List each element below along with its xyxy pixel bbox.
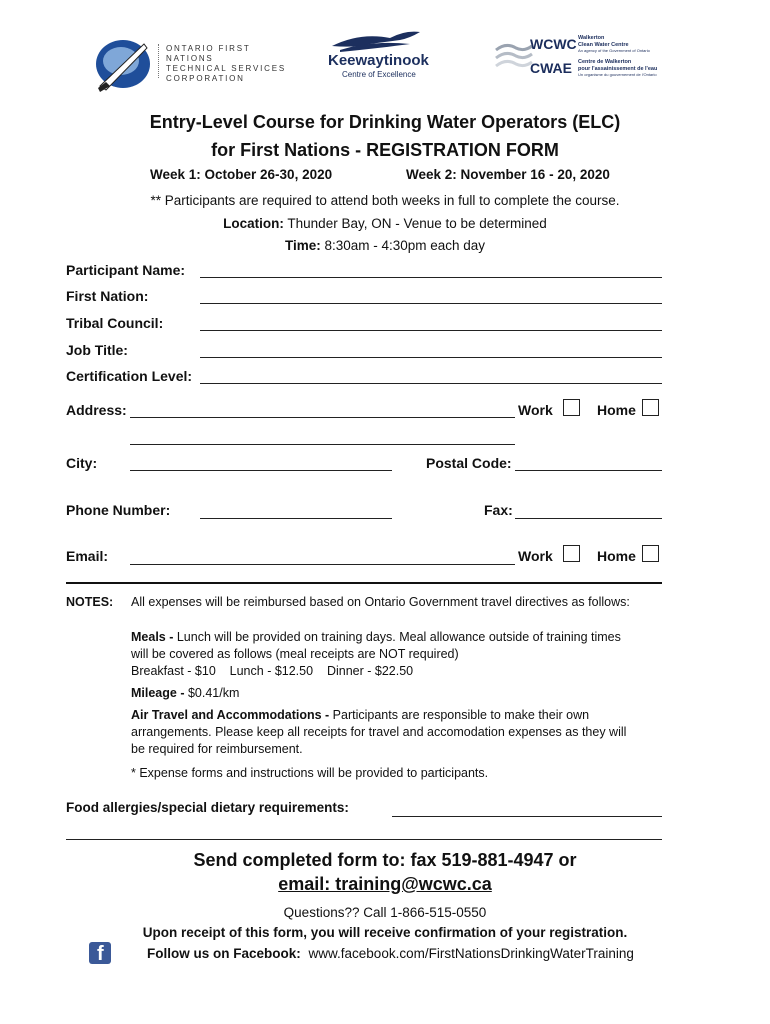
tribal-council-field[interactable] (200, 330, 662, 331)
email-work-label: Work (518, 548, 553, 564)
address-field[interactable] (130, 417, 515, 418)
email-home-label: Home (597, 548, 636, 564)
food-allergies-field[interactable] (392, 816, 662, 817)
notes-meals (131, 629, 671, 680)
facebook-icon[interactable]: f (89, 942, 111, 964)
facebook-line (147, 946, 634, 961)
week-2: Week 2: November 16 - 20, 2020 (406, 167, 610, 182)
email-field[interactable] (130, 564, 515, 565)
keewaytinook-name: Keewaytinook (328, 52, 429, 69)
postal-code-label: Postal Code: (426, 455, 512, 471)
oftsc-line-2: TECHNICAL SERVICES (166, 64, 286, 73)
phone-number-field[interactable] (200, 518, 392, 519)
email-label: Email: (66, 548, 109, 564)
meals-rates: Breakfast - $10 Lunch - $12.50 Dinner - $22.50 (131, 664, 414, 678)
notes-divider (66, 582, 662, 584)
cwae-acronym: CWAE (530, 60, 572, 76)
keewaytinook-sub: Centre of Excellence (342, 70, 416, 79)
oftsc-line-1: ONTARIO FIRST NATIONS (166, 44, 251, 63)
city-label: City: (66, 455, 98, 471)
oftsc-line-3: CORPORATION (166, 74, 245, 83)
air-travel-text-1: Participants are responsible to make their own (332, 708, 590, 722)
postal-code-field[interactable] (515, 470, 662, 471)
air-travel-text-3: be required for reimbursement. (131, 742, 303, 756)
city-field[interactable] (130, 470, 392, 471)
meals-text-2: will be covered as follows (meal receipts are NOT required) (131, 647, 459, 661)
time-label: Time: (284, 238, 321, 253)
address-home-checkbox[interactable] (642, 399, 659, 416)
address-work-label: Work (518, 402, 553, 418)
certification-level-field[interactable] (200, 383, 662, 384)
email-home-checkbox[interactable] (642, 545, 659, 562)
participation-note: ** Participants are required to attend both weeks in full to complete the course. (150, 193, 620, 208)
participant-name-label: Participant Name: (66, 262, 186, 278)
mileage-label: Mileage - (131, 686, 188, 700)
wcwc-logo (494, 34, 664, 82)
notes-mileage (131, 685, 239, 702)
email-work-checkbox[interactable] (563, 545, 580, 562)
wcwc-agency: An agency of the Government of Ontario (578, 48, 650, 53)
certification-level-label: Certification Level: (66, 368, 193, 384)
air-travel-text-2: arrangements. Please keep all receipts for travel and accomodation expenses as they will (131, 725, 627, 739)
cwae-agency: Un organisme du gouvernement de l'Ontario (578, 72, 657, 77)
oftsc-logo (92, 34, 292, 94)
notes-intro: All expenses will be reimbursed based on Ontario Government travel directives as follows: (131, 595, 630, 609)
food-allergies-field-line-2[interactable] (66, 839, 662, 840)
tribal-council-label: Tribal Council: (66, 315, 164, 331)
wcwc-name-2: Clean Water Centre (578, 41, 629, 48)
job-title-field[interactable] (200, 357, 662, 358)
phone-number-label: Phone Number: (66, 502, 171, 518)
form-title-line-2: for First Nations - REGISTRATION FORM (211, 140, 559, 160)
notes-expense-forms: * Expense forms and instructions will be provided to participants. (131, 766, 489, 780)
notes-label: NOTES: (66, 595, 114, 609)
fax-label: Fax: (484, 502, 513, 518)
meals-text-1: Lunch will be provided on training days. Meal allowance outside of training times (176, 630, 621, 644)
wcwc-name-1: Walkerton (578, 35, 605, 41)
cwae-name-1: Centre de Walkerton (578, 59, 632, 65)
fax-field[interactable] (515, 518, 662, 519)
form-title-line-1: Entry-Level Course for Drinking Water Operators (ELC) (149, 112, 621, 132)
location-label: Location: (223, 216, 284, 231)
send-email-link[interactable]: email: training@wcwc.ca (278, 874, 492, 894)
facebook-label: Follow us on Facebook: (147, 946, 301, 961)
mileage-value: $0.41/km (187, 686, 240, 700)
confirmation-line: Upon receipt of this form, you will receive confirmation of your registration. (142, 925, 628, 940)
time-value: 8:30am - 4:30pm each day (320, 238, 486, 253)
facebook-link[interactable]: www.facebook.com/FirstNationsDrinkingWaterTraining (308, 946, 634, 961)
location-line (0, 216, 770, 231)
send-email-wrap (0, 874, 770, 895)
food-allergies-label: Food allergies/special dietary requirements: (66, 800, 349, 815)
wcwc-acronym: WCWC (530, 36, 577, 52)
cwae-name-2: pour l'assainissement de l'eau (578, 65, 658, 72)
keewaytinook-logo (328, 28, 438, 80)
job-title-label: Job Title: (66, 342, 128, 358)
week-1: Week 1: October 26-30, 2020 (150, 167, 333, 182)
location-value: Thunder Bay, ON - Venue to be determined (283, 216, 547, 231)
address-line-2-field[interactable] (130, 444, 515, 445)
oftsc-emblem-icon (92, 34, 154, 94)
first-nation-field[interactable] (200, 303, 662, 304)
address-label: Address: (66, 402, 127, 418)
first-nation-label: First Nation: (66, 288, 149, 304)
air-travel-label: Air Travel and Accommodations - (131, 708, 333, 722)
bird-icon (330, 28, 430, 54)
questions-line: Questions?? Call 1-866-515-0550 (283, 905, 487, 920)
meals-label: Meals - (131, 630, 177, 644)
notes-air-travel (131, 707, 671, 758)
send-form-line: Send completed form to: fax 519-881-4947 or (193, 850, 577, 870)
address-work-checkbox[interactable] (563, 399, 580, 416)
time-line (0, 238, 770, 253)
address-home-label: Home (597, 402, 636, 418)
participant-name-field[interactable] (200, 277, 662, 278)
water-waves-icon (494, 36, 534, 76)
